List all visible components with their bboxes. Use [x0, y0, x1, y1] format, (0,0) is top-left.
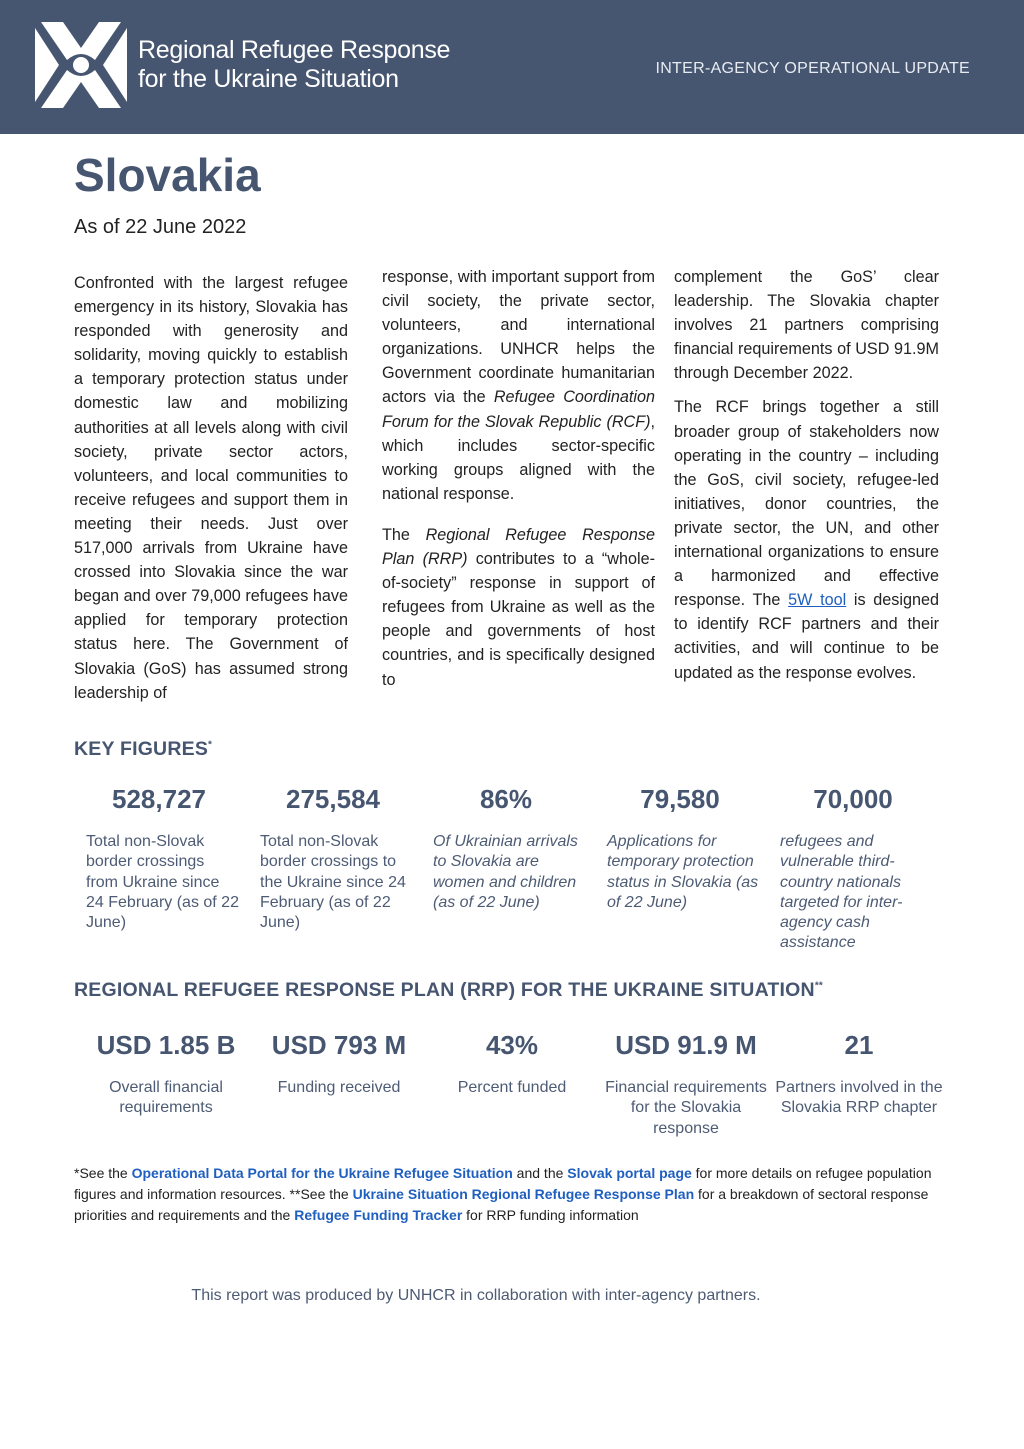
key-figure-value: 528,727	[112, 784, 206, 814]
update-type-label: INTER-AGENCY OPERATIONAL UPDATE	[655, 60, 970, 77]
footnote-marker: *	[208, 739, 213, 751]
rrp-figure-value: 43%	[485, 1030, 539, 1060]
text-span: for more details on refugee population figures and information resources. **See the	[74, 1165, 932, 1202]
header-banner	[0, 0, 1024, 134]
logo-title	[138, 36, 450, 94]
key-figure	[426, 784, 586, 913]
key-figure	[773, 784, 933, 954]
refugee-funding-tracker-link[interactable]: Refugee Funding Tracker	[294, 1207, 463, 1223]
refugee-response-logo-icon	[33, 18, 129, 112]
chapter-paragraph: complement the GoS’ clear leadership. The Slovakia chapter involves 21 partners comprising financial requirements of USD 91.9M through December 2022.	[674, 268, 939, 383]
intro-column-3	[674, 265, 939, 695]
key-figure-value: 86%	[479, 784, 533, 814]
report-date: As of 22 June 2022	[74, 216, 247, 238]
rrp-figure-value: USD 91.9 M	[615, 1030, 757, 1060]
text-span: for RRP funding information	[462, 1207, 639, 1223]
operational-data-portal-link[interactable]: Operational Data Portal for the Ukraine Refugee Situation	[131, 1165, 513, 1181]
rrp-figure	[426, 1030, 598, 1098]
rrp-figure	[253, 1030, 425, 1098]
key-figures-heading	[74, 738, 212, 761]
text-span: is designed to identify RCF partners and their activities, and will continue to be updated as the response evolves.	[674, 591, 939, 682]
footnote	[74, 1163, 954, 1226]
text-span: response, with important support from civil society, the private sector, volunteers, and international organizations. UNHCR helps the Government coordinate humanitarian actors via the	[382, 268, 655, 407]
text-span: , which includes sector-specific working groups aligned with the national response.	[382, 412, 655, 503]
footnote-marker: **	[814, 980, 823, 992]
key-figure-desc: Total non-Slovak border crossings to the Ukraine since 24 February (as of 22 June)	[260, 833, 406, 932]
text-span: and the	[512, 1165, 568, 1181]
rrp-figure-desc: Partners involved in the Slovakia RRP chapter	[775, 1079, 943, 1117]
rrp-figure-desc: Overall financial requirements	[109, 1079, 223, 1117]
rrp-figure	[600, 1030, 772, 1139]
heading-text: REGIONAL REFUGEE RESPONSE PLAN (RRP) FOR THE UKRAINE SITUATION	[74, 979, 815, 1001]
text-span: for a breakdown of sectoral response priorities and requirements and the	[74, 1186, 929, 1223]
rrp-heading	[74, 979, 823, 1002]
rcf-paragraph	[382, 265, 655, 506]
key-figure	[79, 784, 239, 933]
page-title: Slovakia	[74, 149, 261, 201]
key-figure-desc: Of Ukrainian arrivals to Slovakia are women and children (as of 22 June)	[433, 833, 578, 911]
regional-response-plan-link[interactable]: Ukraine Situation Regional Refugee Response Plan	[352, 1186, 695, 1202]
text-span: The	[382, 525, 426, 544]
key-figure-value: 275,584	[286, 784, 380, 814]
logo-title-line1: Regional Refugee Response	[138, 36, 451, 64]
rcf-stakeholders-paragraph	[674, 395, 939, 684]
text-span: contributes to a “whole-of-society” response in support of refugees from Ukraine as well as the people and governments of host countries, and is specifically designed to	[382, 550, 655, 689]
text-span: The RCF brings together a still broader group of stakeholders now operating in the country – including the GoS, civil society, refugee-led initiatives, donor countries, the private sector, the UN, and other international organizations to ensure a harmonized and effective response. The	[674, 398, 939, 610]
rcf-name: Refugee Coordination Forum for the Slovak Republic (RCF)	[382, 388, 655, 431]
produced-by-note: This report was produced by UNHCR in collaboration with inter-agency partners.	[191, 1287, 761, 1304]
intro-paragraph: Confronted with the largest refugee emergency in its history, Slovakia has responded with generosity and solidarity, moving quickly to establish a temporary protection status under domestic law and mobilizing authorities at all levels along with civil society, private sector actors, volunteers, and local communities to receive refugees and support them in meeting their needs. Just over 517,000 arrivals from Ukraine have crossed into Slovakia since the war began and over 79,000 refugees have applied for temporary protection status here. The Government of Slovakia (GoS) has assumed strong leadership of	[74, 274, 348, 702]
intro-column-2	[382, 265, 655, 702]
5w-tool-link[interactable]: 5W tool	[788, 591, 847, 610]
key-figure	[600, 784, 760, 913]
rrp-figure-value: USD 1.85 B	[96, 1030, 236, 1060]
key-figure-desc: Total non-Slovak border crossings from Ukraine since 24 February (as of 22 June)	[86, 833, 239, 932]
rrp-name: Regional Refugee Response Plan (RRP)	[382, 525, 655, 569]
key-figure-value: 79,580	[640, 784, 720, 814]
heading-text: KEY FIGURES	[74, 738, 209, 760]
rrp-figure-desc: Percent funded	[457, 1079, 567, 1096]
text-span: *See the	[74, 1165, 132, 1181]
rrp-figure-value: USD 793 M	[271, 1030, 407, 1060]
rrp-figure	[79, 1030, 253, 1119]
rrp-paragraph	[382, 523, 655, 692]
key-figure-desc: Applications for temporary protection status in Slovakia (as of 22 June)	[607, 833, 759, 911]
rrp-figure	[773, 1030, 945, 1119]
logo-title-line2: for the Ukraine Situation	[138, 65, 399, 93]
key-figure-desc: refugees and vulnerable third-country nationals targeted for inter-agency cash assistance	[780, 833, 903, 952]
rrp-figure-desc: Funding received	[277, 1079, 401, 1096]
key-figure-value: 70,000	[813, 784, 893, 814]
intro-column-1	[74, 271, 348, 715]
rrp-figure-desc: Financial requirements for the Slovakia response	[605, 1079, 767, 1137]
slovak-portal-link[interactable]: Slovak portal page	[567, 1165, 692, 1181]
key-figure	[253, 784, 413, 933]
rrp-figure-value: 21	[844, 1030, 874, 1060]
